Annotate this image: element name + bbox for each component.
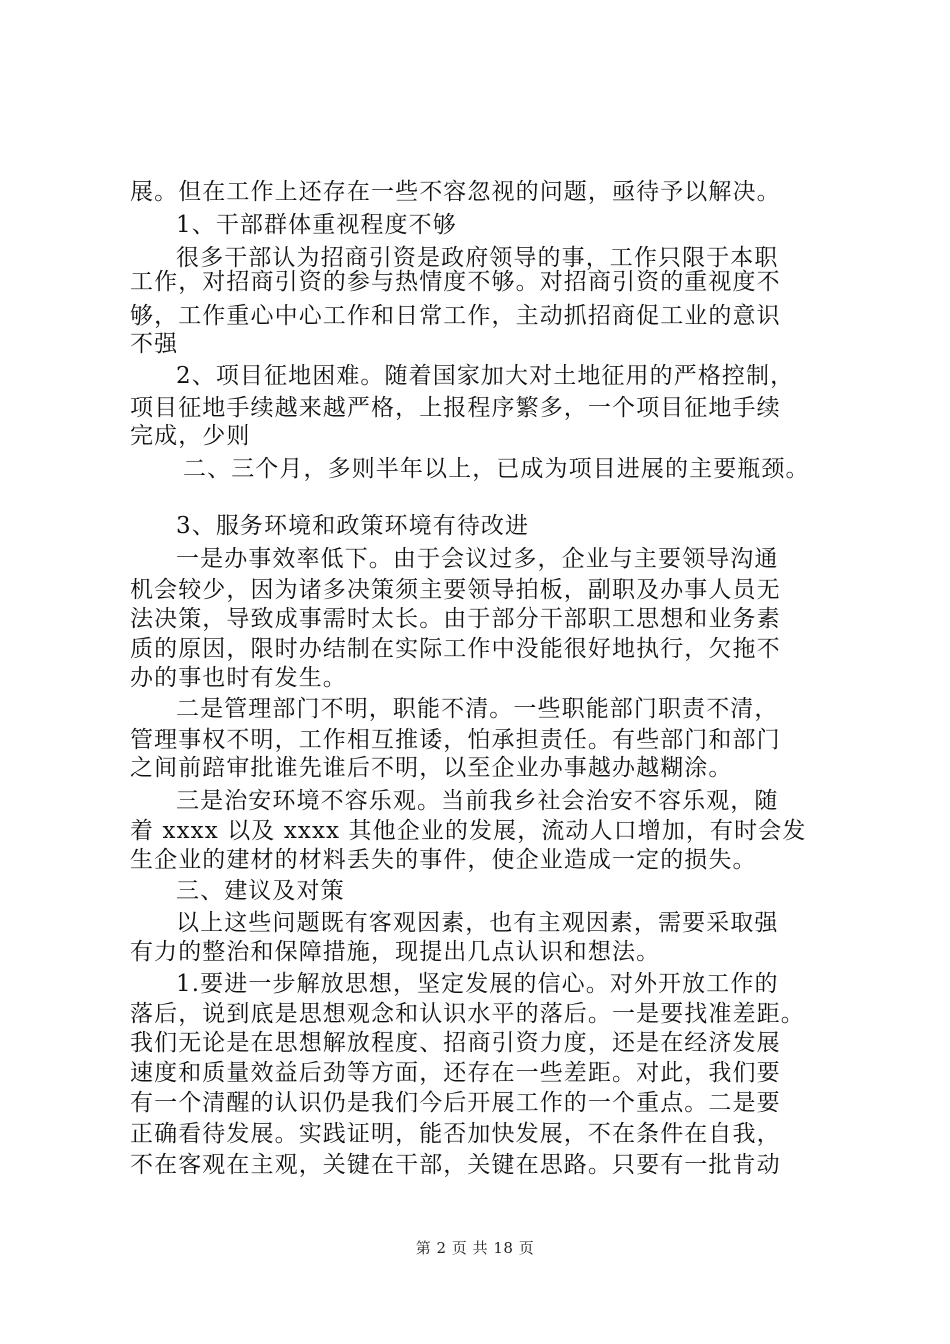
text-line: 管理事权不明，工作相互推诿，怕承担责任。有些部门和部门: [130, 727, 781, 753]
text-line: 三是治安环境不容乐观。当前我乡社会治安不容乐观，随: [176, 788, 779, 814]
text-line: 不在客观在主观，关键在干部，关键在思路。只要有一批肯动: [130, 1152, 781, 1178]
text-line: 展。但在工作上还存在一些不容忽视的问题，亟待予以解决。: [130, 179, 781, 205]
text-line: 2、项目征地困难。随着国家加大对土地征用的严格控制，: [176, 363, 795, 389]
text-line: 有一个清醒的认识仍是我们今后开展工作的一个重点。二是要: [130, 1090, 781, 1116]
text-line: 二、三个月，多则半年以上，已成为项目进展的主要瓶颈。: [183, 456, 810, 482]
text-line: 工作，对招商引资的参与热情度不够。对招商引资的重视度不: [130, 269, 781, 295]
text-line: 着 xxxx 以及 xxxx 其他企业的发展，流动人口增加，有时会发: [130, 818, 807, 844]
section-heading: 3、服务环境和政策环境有待改进: [176, 513, 530, 539]
text-line: 够，工作重心中心工作和日常工作，主动抓招商促工业的意识: [130, 303, 781, 329]
text-line: 之间前踣审批谁先谁后不明，以至企业办事越办越糊涂。: [130, 755, 733, 781]
text-line: 法决策，导致成事需时太长。由于部分干部职工思想和业务素: [130, 606, 781, 632]
text-line: 一是办事效率低下。由于会议过多，企业与主要领导沟通: [176, 546, 779, 572]
text-line: 机会较少，因为诸多决策须主要领导拍板，副职及办事人员无: [130, 577, 781, 603]
text-line: 不强: [130, 331, 179, 357]
text-line: 速度和质量效益后劲等方面，还存在一些差距。对此，我们要: [130, 1060, 781, 1086]
section-heading: 1、干部群体重视程度不够: [176, 212, 457, 238]
text-line: 项目征地手续越来越严格，上报程序繁多，一个项目征地手续: [130, 395, 781, 421]
text-line: 我们无论是在思想解放程度、招商引资力度，还是在经济发展: [130, 1030, 781, 1056]
text-line: 正确看待发展。实践证明，能否加快发展，不在条件在自我，: [130, 1121, 781, 1147]
section-heading: 三、建议及对策: [176, 878, 345, 904]
text-line: 二是管理部门不明，职能不清。一些职能部门职责不清，: [176, 696, 779, 722]
text-line: 办的事也时有发生。: [130, 665, 347, 691]
text-line: 有力的整治和保障措施，现提出几点认识和想法。: [130, 939, 661, 965]
text-line: 1.要进一步解放思想，坚定发展的信心。对外开放工作的: [176, 971, 779, 997]
text-line: 质的原因，限时办结制在实际工作中没能很好地执行，欠拖不: [130, 636, 781, 662]
page-number-footer: 第 2 页 共 18 页: [415, 1239, 535, 1257]
text-line: 以上这些问题既有客观因素，也有主观因素，需要采取强: [176, 910, 779, 936]
text-line: 生企业的建材的材料丢失的事件，使企业造成一定的损失。: [130, 847, 757, 873]
text-line: 落后，说到底是思想观念和认识水平的落后。一是要找准差距。: [130, 1001, 805, 1027]
text-line: 很多干部认为招商引资是政府领导的事，工作只限于本职: [176, 245, 779, 271]
text-line: 完成，少则: [130, 423, 251, 449]
